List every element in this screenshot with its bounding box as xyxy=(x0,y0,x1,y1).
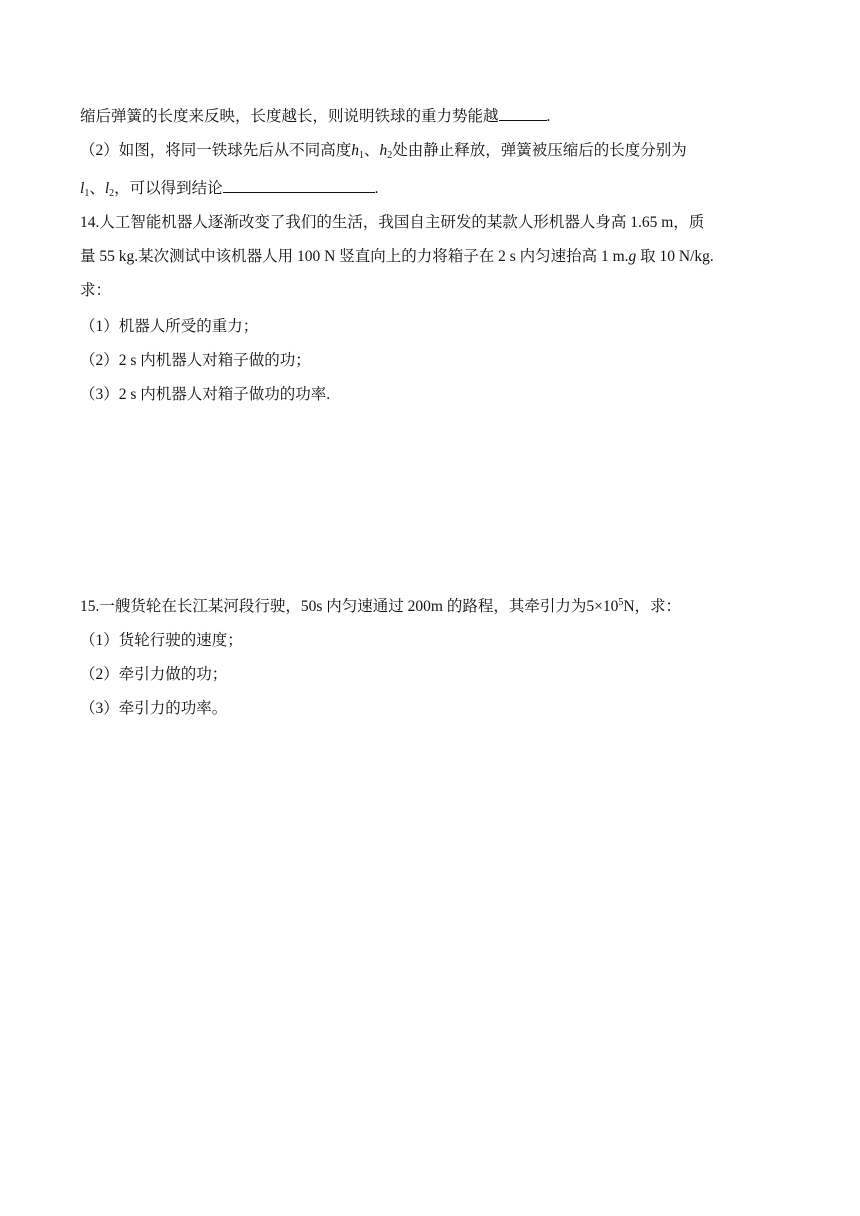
q14-line2 xyxy=(80,246,800,268)
q13-line1-end: . xyxy=(546,108,551,125)
q15-line1-a: 15.一艘货轮在长江某河段行驶，50s 内匀速通过 200m 的路程，其牵引力为 xyxy=(80,598,587,615)
separator: 、 xyxy=(364,142,380,159)
answer-blank-13-2[interactable] xyxy=(223,176,375,193)
q13-line1 xyxy=(80,104,800,128)
q15-sub-question: （3）牵引力的功率。 xyxy=(80,700,228,717)
q13-line3-end: . xyxy=(374,180,379,197)
sub-1: 1 xyxy=(359,150,365,161)
force-base: 5×10 xyxy=(586,598,619,615)
sub-2: 2 xyxy=(109,188,115,199)
answer-blank-13-1[interactable] xyxy=(499,104,547,121)
var-g: g xyxy=(628,248,637,265)
q13-line1-text: 缩后弹簧的长度来反映，长度越长，则说明铁球的重力势能越 xyxy=(80,108,499,125)
force-unit: N xyxy=(623,598,635,615)
q13-part2 xyxy=(80,140,800,162)
var-h: h xyxy=(351,142,360,159)
q13-part2-label: （2） xyxy=(80,142,119,159)
var-h: h xyxy=(379,142,388,159)
sub-2: 2 xyxy=(387,150,393,161)
q14-sub-question: （3）2 s 内机器人对箱子做功的功率. xyxy=(80,386,331,403)
q14-sub-question: （1）机器人所受的重力； xyxy=(80,318,259,335)
var-l: l xyxy=(80,180,85,197)
force-exponent: 5 xyxy=(618,597,624,608)
q15-line1-b: ，求： xyxy=(634,598,682,615)
q13-line3 xyxy=(80,176,800,200)
separator: 、 xyxy=(89,180,105,197)
q14-sub-question: （2）2 s 内机器人对箱子做的功； xyxy=(80,352,311,369)
q14-line2-b: 取 10 N/kg. xyxy=(636,248,714,265)
q14-line3: 求： xyxy=(80,282,112,299)
q13-part2-text-b: 处由静止释放，弹簧被压缩后的长度分别为 xyxy=(392,142,687,159)
q13-line3-text: ，可以得到结论 xyxy=(114,180,223,197)
q14-line2-a: 量 55 kg.某次测试中该机器人用 100 N 竖直向上的力将箱子在 2 s 内匀速抬高 1 m. xyxy=(80,248,629,265)
q15-sub-question: （1）货轮行驶的速度； xyxy=(80,632,243,649)
q14-line1: 14.人工智能机器人逐渐改变了我们的生活，我国自主研发的某款人形机器人身高 1.65 m，质 xyxy=(80,214,705,231)
var-l: l xyxy=(104,180,110,197)
q15-sub-question: （2）牵引力做的功； xyxy=(80,666,228,683)
sub-1: 1 xyxy=(84,188,90,199)
q13-part2-text-a: 如图，将同一铁球先后从不同高度 xyxy=(118,142,352,159)
q15-line1 xyxy=(80,596,800,618)
